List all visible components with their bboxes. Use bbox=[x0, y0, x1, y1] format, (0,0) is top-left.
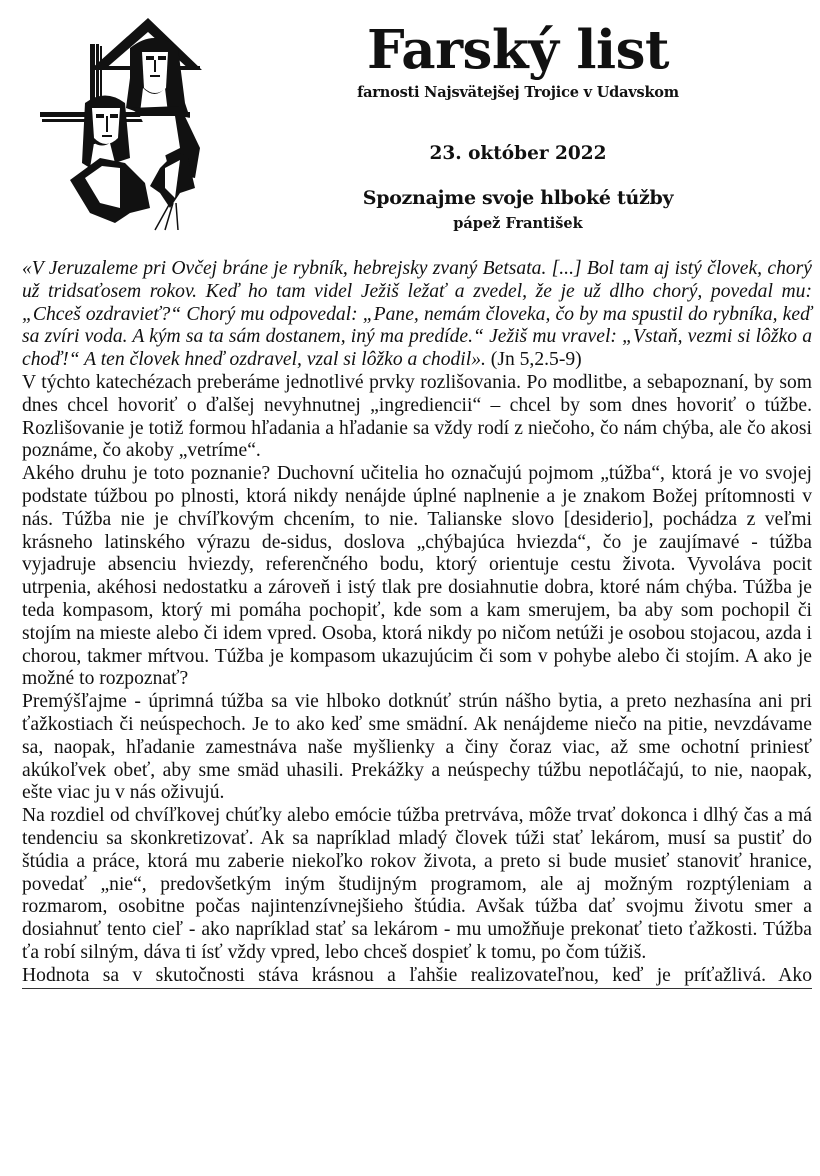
paragraph: Akého druhu je toto poznanie? Duchovní učitelia ho označujú pojmom „túžba“, ktorá je vo svojej podstate túžbou po plnosti, ktorá nikdy nenájde úplné naplnenie a je znakom Božej prítomnosti v nás. Túžba nie je chvíľkovým chcením, to nie. Talianske slovo [desiderio], pochádza z veľmi krásneho latinského výrazu de-sidus, doslova „chýbajúca hviezda“, čo je zaujímavé - túžba vyjadruje absenciu hviezdy, referenčného bodu, ktorý orientuje cestu života. Vyvoláva pocit utrpenia, akéhosi nedostatku a zároveň i istý tlak pre dosiahnutie dobra, ktoré nám chýba. Túžba je teda kompasom, ktorý mi pomáha pochopiť, kde som a kam smerujem, ba aby som pochopil či stojím na mieste alebo či idem vpred. Osoba, ktorá nikdy po ničom netúži je osobou stojacou, azda i chorou, takmer mŕtvou. Túžba je kompasom ukazujúcim či som v pohybe alebo či stojím. A ako je možné to rozpoznať? bbox=[22, 463, 812, 690]
article-title: Spoznajme svoje hlboké túžby bbox=[362, 187, 674, 209]
holy-trinity-illustration-icon bbox=[30, 8, 205, 233]
last-line: Hodnota sa v skutočnosti stáva krásnou a ľahšie realizovateľnou, keď je príťažlivá. Ako bbox=[22, 965, 812, 989]
article-author: pápež František bbox=[453, 215, 583, 232]
parish-subtitle: farnosti Najsvätejšej Trojice v Udavskom bbox=[357, 84, 679, 101]
scripture-quote bbox=[22, 258, 812, 372]
quote-reference: (Jn 5,2.5-9) bbox=[485, 349, 582, 371]
paragraph: Na rozdiel od chvíľkovej chúťky alebo emócie túžba pretrváva, môže trvať dokonca i dlhý čas a má tendenciu sa skonkretizovať. Ak sa napríklad mladý človek túži stať lekárom, musí sa pustiť do štúdia a práce, ktorá mu zaberie niekoľko rokov života, a preto si bude musieť stanoviť hranice, povedať „nie“, predovšetkým iným študijným programom, ale aj možným rozptýleniam a rozmarom, osobitne počas najintenzívnejšieho štúdia. Avšak túžba dať svojmu životu smer a dosiahnuť tento cieľ - ako napríklad stať sa lekárom - mu umožňuje prekonať tieto ťažkosti. Túžba ťa robí silným, dáva ti ísť vždy vpred, lebo chceš dospieť k tomu, po čom túžiš. bbox=[22, 805, 812, 963]
paragraph: Premýšľajme - úprimná túžba sa vie hlboko dotknúť strún nášho bytia, a preto nezhasína ani pri ťažkostiach či neúspechoch. Je to ako keď sme smädní. Ak nenájdeme niečo na pitie, nevzdávame sa, naopak, hľadanie zamestnáva naše myšlienky a činy čoraz viac, až sme ochotní priniesť akúkoľvek obeť, aby sme smäd uhasili. Prekážky a neúspechy túžbu nepotláčajú, to nie, naopak, ešte viac ju v nás oživujú. bbox=[22, 691, 812, 804]
masthead bbox=[318, 19, 718, 101]
quote-text: «V Jeruzaleme pri Ovčej bráne je rybník, hebrejsky zvaný Betsata. [...] Bol tam aj istý človek, chorý už tridsaťosem rokov. Keď ho tam videl Ježiš ležať a zvedel, že je už dlho chorý, povedal mu: „Chceš ozdravieť?“ Chorý mu odpovedal: „Pane, nemám človeka, čo by ma spustil do rybníka, keď sa zvíri voda. A kým sa ta sám dostanem, iný ma predíde.“ Ježiš mu vravel: „Vstaň, vezmi si lôžko a choď!“ A ten človek hneď ozdravel, vzal si lôžko a chodil». bbox=[22, 258, 812, 371]
paragraph: V týchto katechézach preberáme jednotlivé prvky rozlišovania. Po modlitbe, a sebapoznaní, by som dnes chcel hovoriť o ďalšej nevyhnutnej „ingrediencii“ – chcel by som dnes hovoriť o túžbe. Rozlišovanie je totiž formou hľadania a hľadanie sa vždy rodí z niečoho, čo nám chýba, ale čo akosi poznáme, čo akoby „vetríme“. bbox=[22, 371, 812, 462]
parish-logo bbox=[30, 8, 205, 233]
newsletter-title: Farský list bbox=[367, 19, 669, 81]
issue-date: 23. október 2022 bbox=[429, 143, 607, 164]
article-body bbox=[22, 258, 812, 989]
paragraph-continued bbox=[22, 965, 812, 989]
